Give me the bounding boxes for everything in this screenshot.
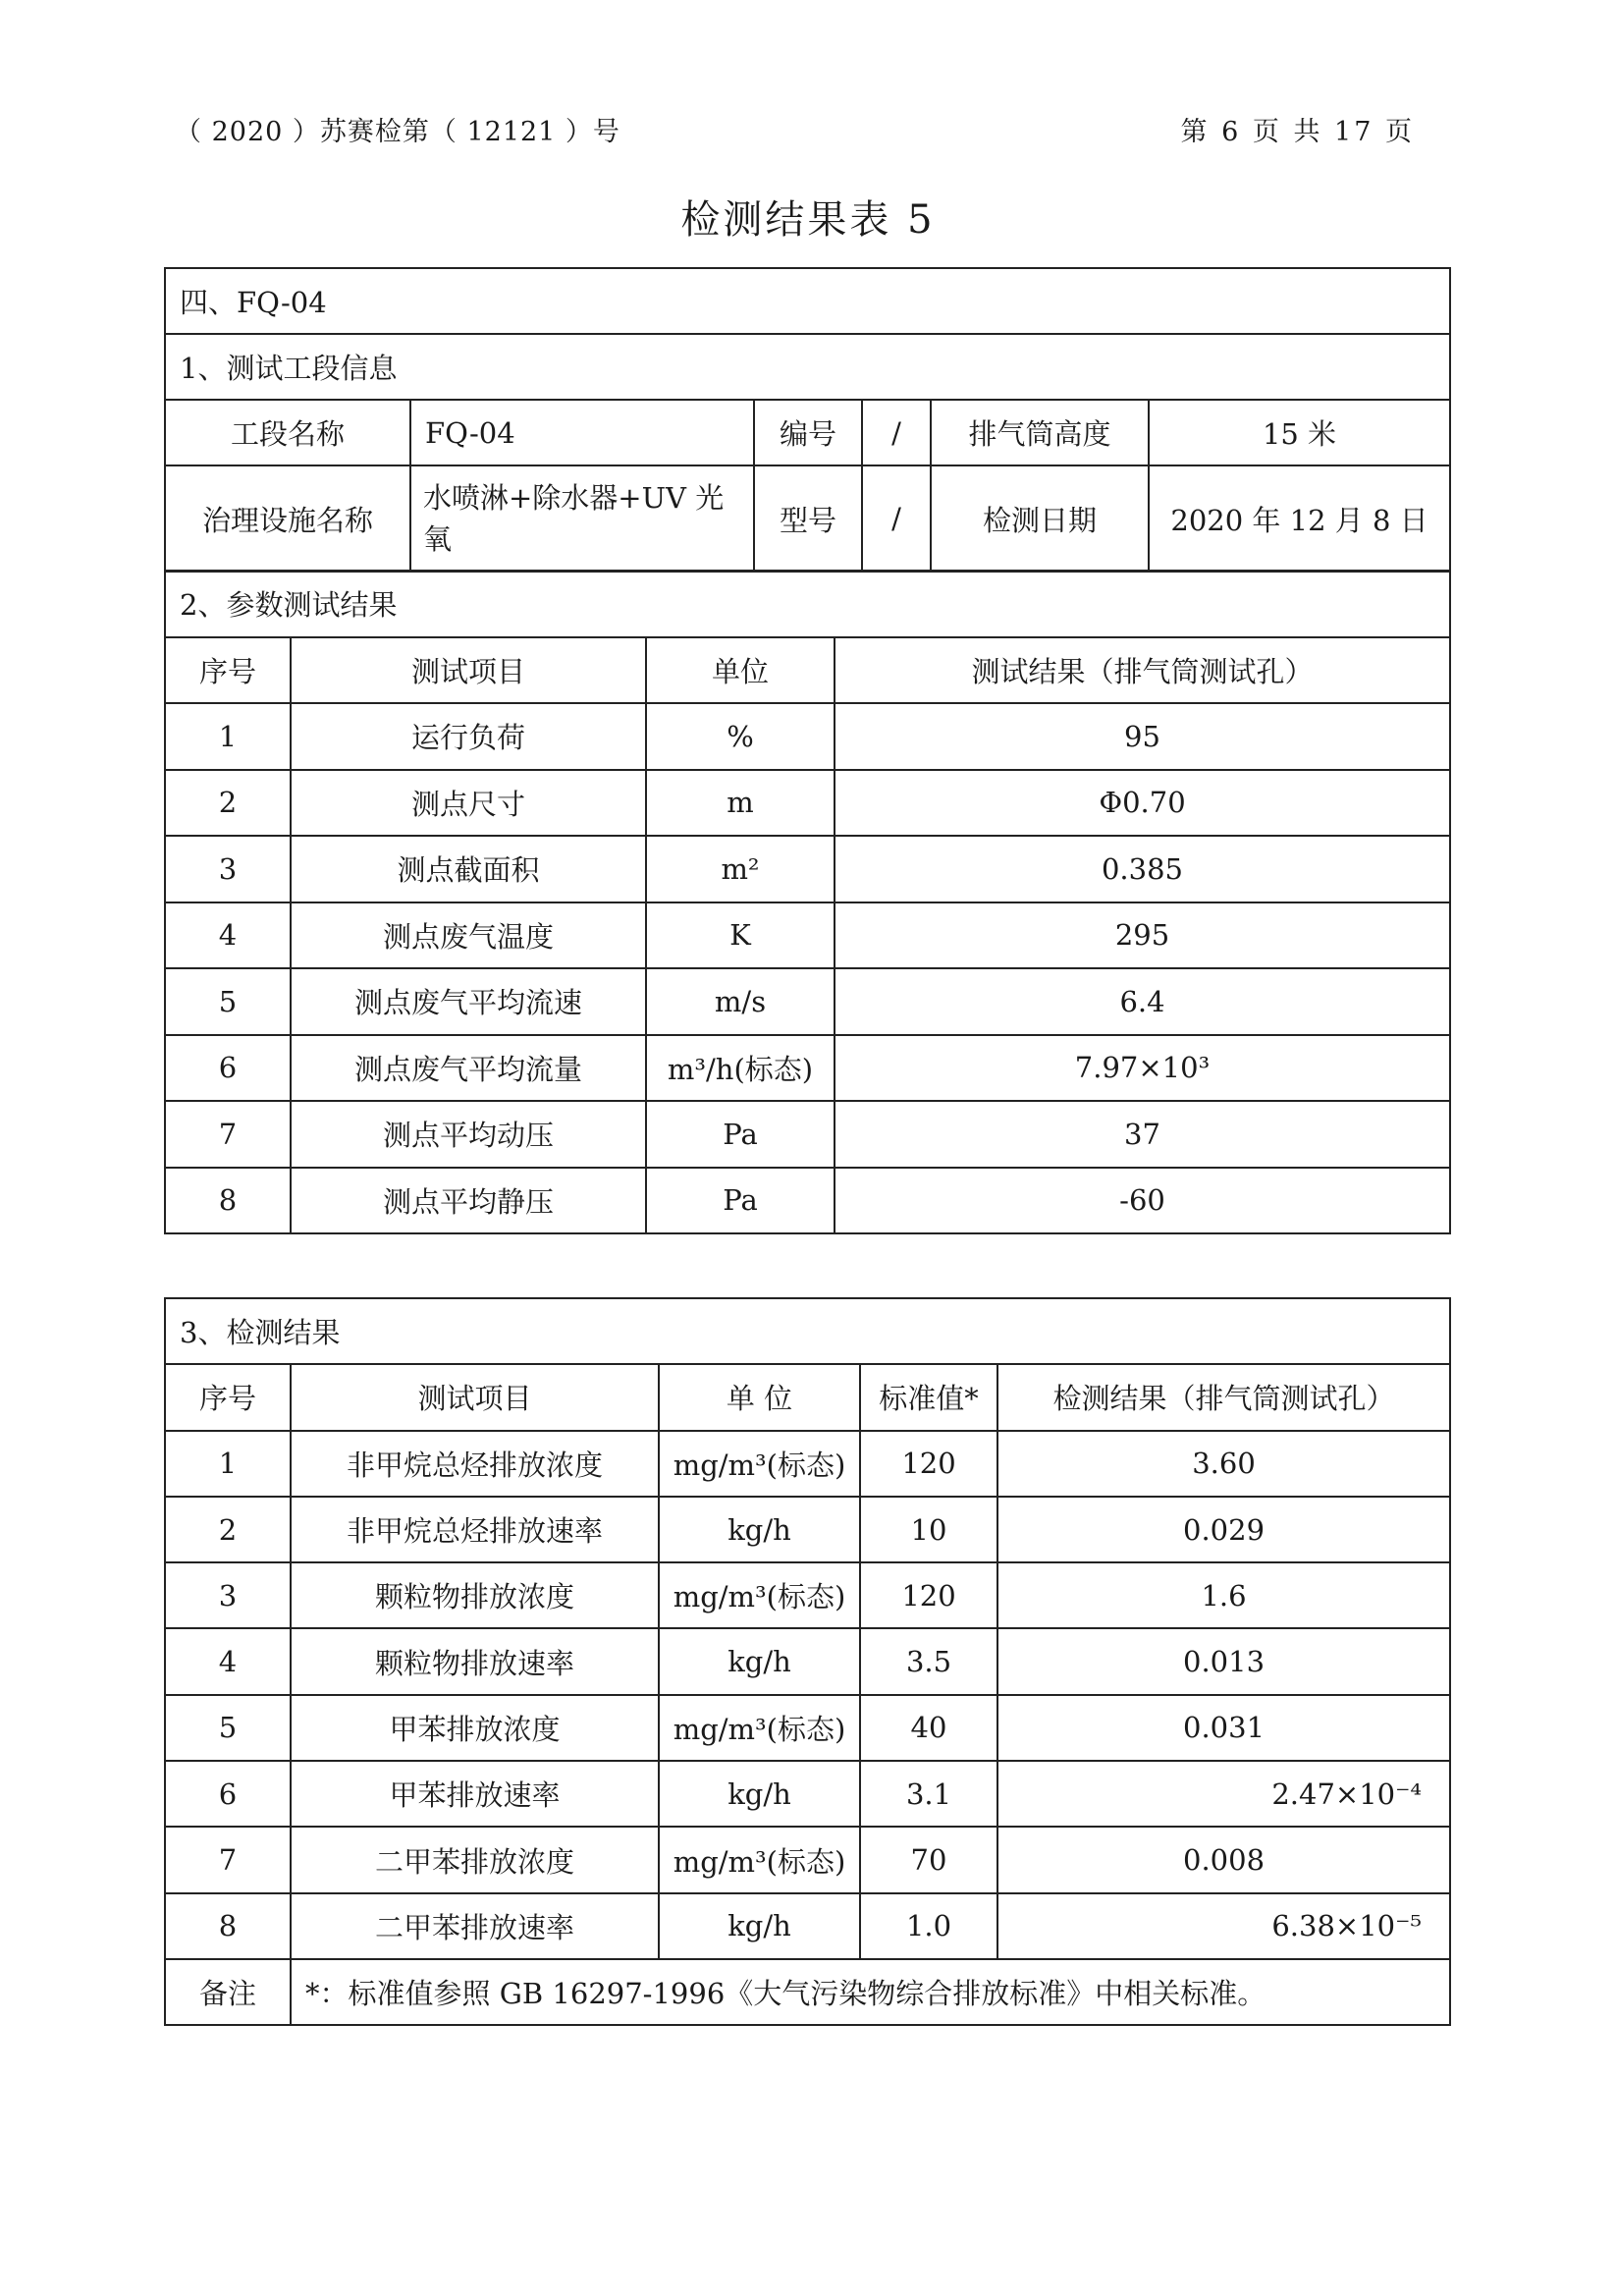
test-item: 二甲苯排放浓度: [291, 1827, 659, 1892]
table-row: [165, 1497, 1450, 1562]
row-number: 8: [165, 1893, 291, 1959]
row-number: 7: [165, 1827, 291, 1892]
table-row: [165, 1035, 1450, 1102]
note-text: *：标准值参照 GB 16297-1996《大气污染物综合排放标准》中相关标准。: [291, 1959, 1450, 2025]
row-number: 5: [165, 968, 291, 1035]
table-row: [165, 770, 1450, 837]
standard-value: 120: [860, 1562, 997, 1628]
unit: kg/h: [659, 1761, 860, 1827]
test-item: 测点废气平均流量: [291, 1035, 646, 1102]
column-header: 单位: [646, 637, 835, 704]
column-header: 单 位: [659, 1364, 860, 1430]
column-header: 序号: [165, 1364, 291, 1430]
standard-value: 3.5: [860, 1628, 997, 1694]
unit: m²: [646, 836, 835, 902]
note-label: 备注: [165, 1959, 291, 2025]
row-number: 8: [165, 1168, 291, 1234]
test-item: 测点废气平均流速: [291, 968, 646, 1035]
standard-value: 1.0: [860, 1893, 997, 1959]
unit: %: [646, 703, 835, 770]
row-number: 3: [165, 836, 291, 902]
results-section-title: 3、检测结果: [165, 1298, 1450, 1364]
info-section-title: 1、测试工段信息: [165, 334, 1450, 400]
result: 0.029: [997, 1497, 1450, 1562]
table-row: [165, 1695, 1450, 1761]
section-heading: 四、FQ-04: [165, 268, 1450, 334]
row-number: 7: [165, 1101, 291, 1168]
standard-value: 40: [860, 1695, 997, 1761]
row-number: 4: [165, 902, 291, 969]
unit: m³/h(标态): [646, 1035, 835, 1102]
result: 0.008: [997, 1827, 1450, 1892]
test-item: 测点截面积: [291, 836, 646, 902]
column-header: 标准值*: [860, 1364, 997, 1430]
results-header-row: [165, 1364, 1450, 1430]
result: Φ0.70: [835, 770, 1450, 837]
result: 7.97×10³: [835, 1035, 1450, 1102]
table-row: [165, 968, 1450, 1035]
params-section-title: 2、参数测试结果: [165, 571, 1450, 637]
segment-info-table: [164, 267, 1451, 573]
row-number: 2: [165, 770, 291, 837]
column-header: 测试项目: [291, 637, 646, 704]
params-header-row: [165, 637, 1450, 704]
test-item: 运行负荷: [291, 703, 646, 770]
result: 6.38×10⁻⁵: [997, 1893, 1450, 1959]
test-item: 测点尺寸: [291, 770, 646, 837]
column-header: 测试项目: [291, 1364, 659, 1430]
table-row: [165, 1761, 1450, 1827]
standard-value: 10: [860, 1497, 997, 1562]
row-number: 1: [165, 703, 291, 770]
page-info: 第 6 页 共 17 页: [1180, 117, 1415, 147]
info-value: 水喷淋+除水器+UV 光氧: [410, 465, 754, 572]
result: 3.60: [997, 1431, 1450, 1497]
result: 37: [835, 1101, 1450, 1168]
result: 0.013: [997, 1628, 1450, 1694]
result: 295: [835, 902, 1450, 969]
unit: mg/m³(标态): [659, 1827, 860, 1892]
result: -60: [835, 1168, 1450, 1234]
table-row: [165, 1562, 1450, 1628]
unit: Pa: [646, 1168, 835, 1234]
unit: kg/h: [659, 1497, 860, 1562]
test-item: 颗粒物排放速率: [291, 1628, 659, 1694]
unit: m: [646, 770, 835, 837]
results-table: [164, 1297, 1451, 2026]
table-row: [165, 1101, 1450, 1168]
test-item: 测点平均静压: [291, 1168, 646, 1234]
info-label: 工段名称: [165, 400, 410, 465]
info-label: 型号: [754, 465, 862, 572]
test-item: 颗粒物排放浓度: [291, 1562, 659, 1628]
column-header: 检测结果（排气筒测试孔）: [997, 1364, 1450, 1430]
standard-value: 120: [860, 1431, 997, 1497]
info-value: /: [862, 400, 931, 465]
column-header: 序号: [165, 637, 291, 704]
info-value: 15 米: [1149, 400, 1450, 465]
table-row: [165, 1168, 1450, 1234]
info-row: [165, 465, 1450, 572]
test-item: 测点平均动压: [291, 1101, 646, 1168]
unit: kg/h: [659, 1893, 860, 1959]
result: 2.47×10⁻⁴: [997, 1761, 1450, 1827]
report-number: （ 2020 ）苏赛检第（ 12121 ）号: [175, 117, 620, 147]
info-row: [165, 400, 1450, 465]
info-value: /: [862, 465, 931, 572]
test-item: 甲苯排放速率: [291, 1761, 659, 1827]
standard-value: 70: [860, 1827, 997, 1892]
info-value: FQ-04: [410, 400, 754, 465]
result: 0.031: [997, 1695, 1450, 1761]
test-item: 非甲烷总烃排放浓度: [291, 1431, 659, 1497]
table-row: [165, 902, 1450, 969]
test-item: 测点废气温度: [291, 902, 646, 969]
note-row: [165, 1959, 1450, 2025]
unit: m/s: [646, 968, 835, 1035]
table-row: [165, 1431, 1450, 1497]
row-number: 5: [165, 1695, 291, 1761]
table-row: [165, 1827, 1450, 1892]
unit: mg/m³(标态): [659, 1695, 860, 1761]
standard-value: 3.1: [860, 1761, 997, 1827]
test-item: 非甲烷总烃排放速率: [291, 1497, 659, 1562]
unit: kg/h: [659, 1628, 860, 1694]
params-table: [164, 570, 1451, 1234]
info-label: 治理设施名称: [165, 465, 410, 572]
test-item: 甲苯排放浓度: [291, 1695, 659, 1761]
test-item: 二甲苯排放速率: [291, 1893, 659, 1959]
row-number: 6: [165, 1761, 291, 1827]
info-label: 编号: [754, 400, 862, 465]
row-number: 4: [165, 1628, 291, 1694]
column-header: 测试结果（排气筒测试孔）: [835, 637, 1450, 704]
unit: mg/m³(标态): [659, 1562, 860, 1628]
row-number: 3: [165, 1562, 291, 1628]
result: 6.4: [835, 968, 1450, 1035]
page-title: 检测结果表 5: [680, 197, 936, 243]
row-number: 1: [165, 1431, 291, 1497]
table-row: [165, 1628, 1450, 1694]
row-number: 6: [165, 1035, 291, 1102]
unit: Pa: [646, 1101, 835, 1168]
table-row: [165, 836, 1450, 902]
unit: mg/m³(标态): [659, 1431, 860, 1497]
result: 1.6: [997, 1562, 1450, 1628]
info-value: 2020 年 12 月 8 日: [1149, 465, 1450, 572]
table-row: [165, 1893, 1450, 1959]
unit: K: [646, 902, 835, 969]
result: 0.385: [835, 836, 1450, 902]
row-number: 2: [165, 1497, 291, 1562]
table-row: [165, 703, 1450, 770]
info-label: 排气筒高度: [931, 400, 1149, 465]
result: 95: [835, 703, 1450, 770]
info-label: 检测日期: [931, 465, 1149, 572]
